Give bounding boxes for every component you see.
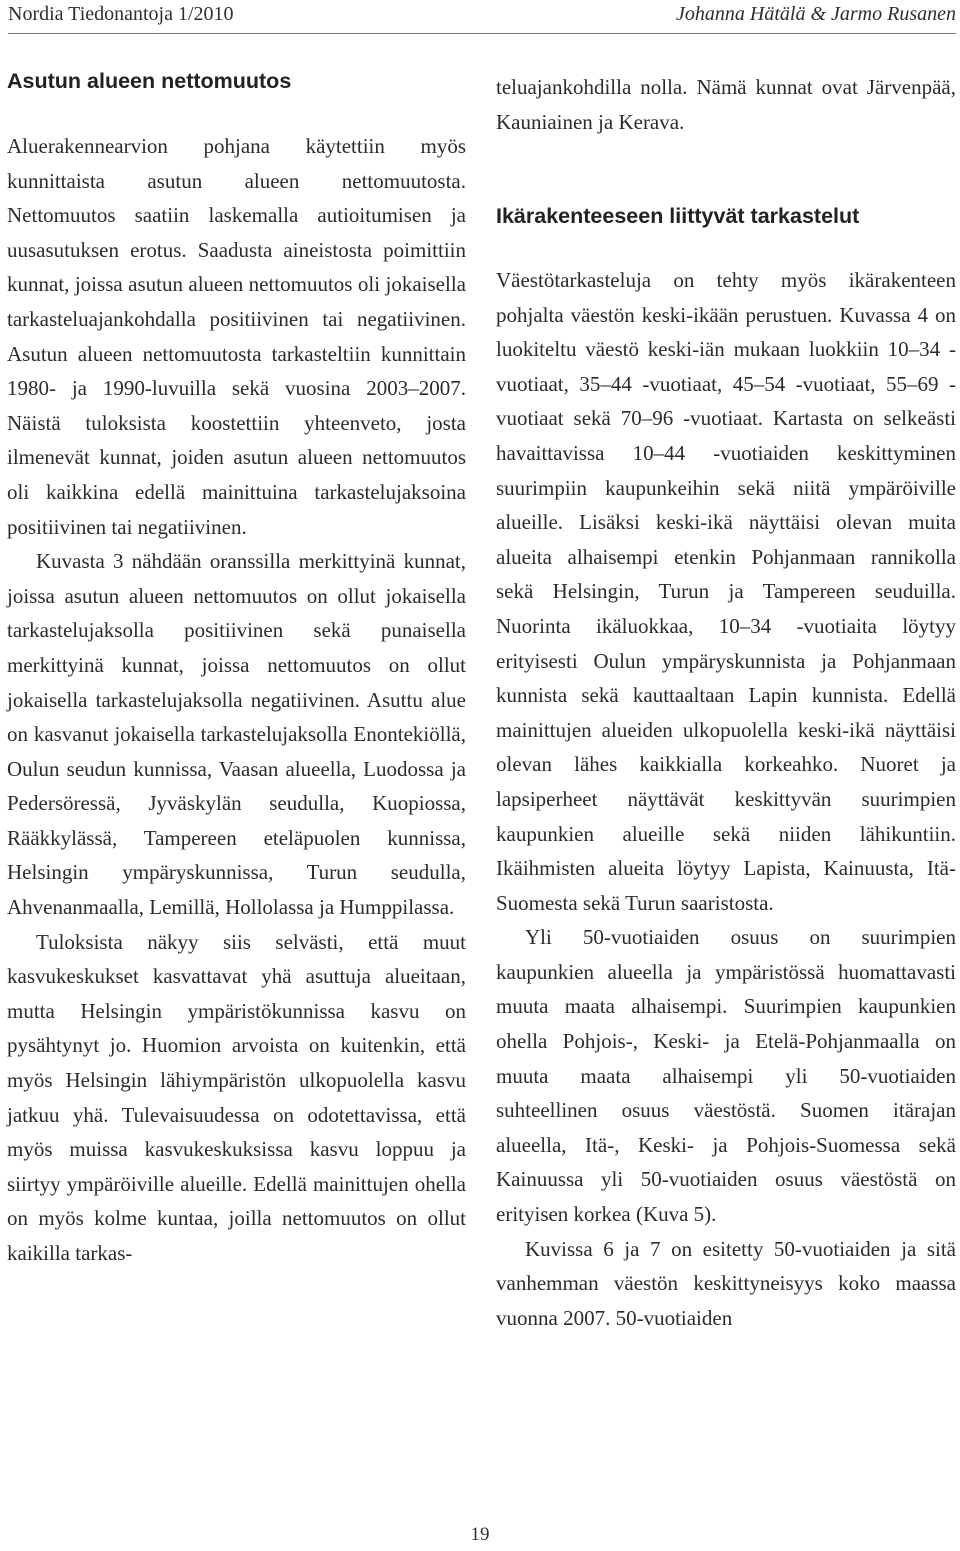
- paragraph: Yli 50-vuotiaiden osuus on suurimpien kaupunkien alueella ja ympäristössä huomattavasti muuta maata alhaisempi. Suurimpien kaupunkien ohella Pohjois-, Keski- ja Etelä-Pohjanmaalla on muuta maata alhaisempi yli 50-vuotiaiden suhteellinen osuus väestöstä. Suomen itärajan alueella, Itä-, Keski- ja Pohjois-Suomessa sekä Kainuussa yli 50-vuotiaiden osuus väestöstä on erityisen korkea (Kuva 5).: [496, 925, 956, 1227]
- right-text-block: [496, 263, 956, 1335]
- paragraph: Tuloksista näkyy siis selvästi, että muut kasvukeskukset kasvattavat yhä asuttuja alueitaan, mutta Helsingin ympäristökunnissa kasvu on pysähtynyt jo. Huomion arvoista on kuitenkin, että myös Helsingin lähiympäristön ulkopuolella kasvu jatkuu yhä. Tulevaisuudessa on odotettavissa, että myös muissa kasvukeskuksissa kasvu loppuu ja siirtyy ympäröiville alueille. Edellä mainittujen ohella on myös kolme kuntaa, joilla nettomuutos on ollut kaikilla tarkas-: [7, 929, 466, 1265]
- page-header: [8, 0, 956, 34]
- paragraph: Aluerakennearvion pohjana käytettiin myös kunnittaista asutun alueen nettomuutosta. Nettomuutos saatiin laskemalla autioitumisen ja uusasutuksen erotus. Saadusta aineistosta poimittiin kunnat, joissa asutun alueen nettomuutos oli jokaisella tarkasteluajankohdalla positiivinen tai negatiivinen. Asutun alueen nettomuutosta tarkasteltiin kunnittain 1980- ja 1990-luvuilla sekä vuosina 2003–2007. Näistä tuloksista koostettiin yhteenveto, josta ilmenevät kunnat, joiden asutun alueen nettomuutos oli kaikkina edellä mainittuina tarkastelujaksoina positiivinen tai negatiivinen.: [7, 134, 466, 539]
- left-text-block: [7, 129, 466, 1271]
- article-authors: Johanna Hätälä & Jarmo Rusanen: [676, 3, 956, 25]
- paragraph: Kuvasta 3 nähdään oranssilla merkittyinä kunnat, joissa asutun alueen nettomuutos on ollut jokaisella tarkastelujaksolla positiivinen sekä punaisella merkittyinä kunnat, joissa nettomuutos on ollut jokaisella tarkastelujaksolla negatiivinen. Asuttu alue on kasvanut jokaisella tarkastelujaksolla Enontekiöllä, Oulun seudun kunnissa, Vaasan alueella, Luodossa ja Pedersöressä, Jyväskylän seudulla, Kuopiossa, Rääkkylässä, Tampereen eteläpuolen kunnissa, Helsingin ympäryskunnissa, Turun seudulla, Ahvenanmaalla, Lemillä, Hollolassa ja Humppilassa.: [7, 549, 466, 920]
- header-rule: [8, 33, 956, 34]
- paragraph: Kuvissa 6 ja 7 on esitetty 50-vuotiaiden ja sitä vanhemman väestön keskittyneisyys koko maassa vuonna 2007. 50-vuotiaiden: [496, 1236, 956, 1330]
- journal-title: Nordia Tiedonantoja 1/2010: [8, 3, 234, 25]
- section-heading-age-structure: Ikärakenteeseen liittyvät tarkastelut: [496, 204, 860, 228]
- paragraph-continued: teluajankohdilla nolla. Nämä kunnat ovat Järvenpää, Kauniainen ja Kerava.: [496, 75, 956, 134]
- paragraph: Väestötarkasteluja on tehty myös ikärakenteen pohjalta väestön keski-ikään perustuen. Kuvassa 4 on luokiteltu väestö keski-iän mukaan luokkiin 10–34 -vuotiaat, 35–44 -vuotiaat, 45–54 -vuotiaat, 55–69 -vuotiaat sekä 70–96 -vuotiaat. Kartasta on selkeästi havaittavissa 10–44 -vuotiaiden keskittyminen suurimpiin kaupunkeihin sekä niitä ympäröiville alueille. Lisäksi keski-ikä näyttäisi olevan muita alueita alhaisempi etenkin Pohjanmaan rannikolla sekä Helsingin, Turun ja Tampereen seuduilla. Nuorinta ikäluokkaa, 10–34 -vuotiaita löytyy erityisesti Oulun ympäryskunnista ja Pohjanmaan kunnista sekä kauttaaltaan Lapin kunnista. Edellä mainittujen alueiden ulkopuolella keski-ikä näyttäisi olevan lähes kaikkialla korkeahko. Nuoret ja lapsiperheet näyttävät keskittyvän suurimpien kaupunkien alueille sekä niiden lähikuntiin. Ikäihmisten alueita löytyy Lapista, Kainuusta, Itä-Suomesta sekä Turun saaristosta.: [496, 268, 956, 915]
- page-number: 19: [470, 1524, 490, 1545]
- section-heading-net-change: Asutun alueen nettomuutos: [7, 69, 292, 93]
